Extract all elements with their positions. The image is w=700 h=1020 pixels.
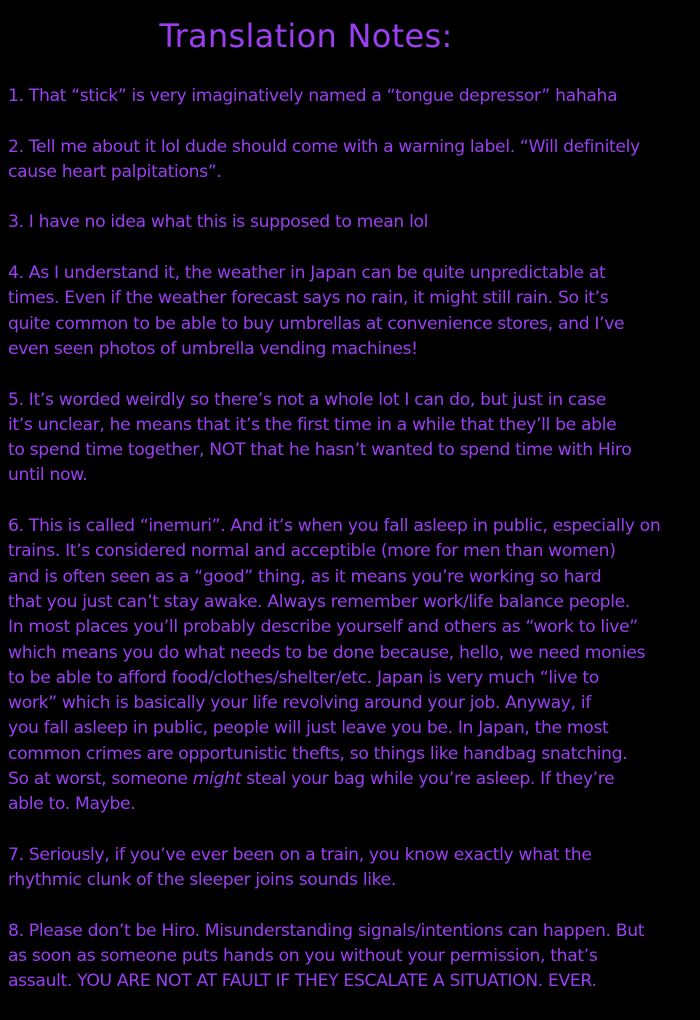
note-line: common crimes are opportunistic thefts, so things like handbag snatching. (8, 743, 628, 764)
note-line: 4. As I understand it, the weather in Japan can be quite unpredictable at (8, 263, 606, 284)
note-line: to spend time together, NOT that he hasn’t wanted to spend time with Hiro (8, 440, 632, 461)
note-line (8, 767, 692, 792)
translation-note-6 (8, 514, 692, 818)
note-line: 8. Please don’t be Hiro. Misunderstanding signals/intentions can happen. But (8, 920, 645, 941)
note-line: 2. Tell me about it lol dude should come with a warning label. “Will definitely (8, 136, 640, 157)
note-line: assault. YOU ARE NOT AT FAULT IF THEY ESCALATE A SITUATION. EVER. (8, 971, 597, 992)
note-line: 3. I have no idea what this is supposed to mean lol (8, 212, 429, 233)
note-line: you fall asleep in public, people will just leave you be. In Japan, the most (8, 718, 609, 739)
note-line: times. Even if the weather forecast says no rain, it might still rain. So it’s (8, 288, 609, 309)
note-line: 5. It’s worded weirdly so there’s not a whole lot I can do, but just in case (8, 389, 606, 410)
translation-note-7 (8, 843, 692, 894)
translation-note-5 (8, 388, 692, 489)
note-line: quite common to be able to buy umbrellas at convenience stores, and I’ve (8, 313, 625, 334)
note-line: until now. (8, 465, 88, 486)
note-text: So at worst, someone (8, 769, 193, 790)
translation-note-1 (8, 84, 692, 109)
note-line: and is often seen as a “good” thing, as it means you’re working so hard (8, 566, 602, 587)
note-line: trains. It’s considered normal and acceptible (more for men than women) (8, 541, 616, 562)
note-line: as soon as someone puts hands on you without your permission, that’s (8, 946, 598, 967)
note-line: which means you do what needs to be done because, hello, we need monies (8, 642, 646, 663)
translation-note-3 (8, 210, 692, 235)
note-line: In most places you’ll probably describe yourself and others as “work to live” (8, 617, 638, 638)
note-line: 1. That “stick” is very imaginatively named a “tongue depressor” hahaha (8, 86, 618, 106)
page-title: Translation Notes: (159, 17, 453, 55)
note-line: 6. This is called “inemuri”. And it’s when you fall asleep in public, especially on (8, 516, 661, 537)
note-line: 7. Seriously, if you’ve ever been on a train, you know exactly what the (8, 844, 592, 865)
note-line: even seen photos of umbrella vending machines! (8, 338, 418, 359)
notes-list (8, 84, 692, 1020)
emphasis-text: might (192, 769, 242, 790)
note-line: work” which is basically your life revolving around your job. Anyway, if (8, 693, 591, 714)
note-line: cause heart palpitations”. (8, 161, 222, 182)
note-text: steal your bag while you’re asleep. If they’re (241, 769, 615, 790)
translation-note-8 (8, 919, 692, 995)
note-line: rhythmic clunk of the sleeper joins sounds like. (8, 870, 397, 891)
translation-note-2 (8, 135, 692, 186)
note-line: that you just can’t stay awake. Always remember work/life balance people. (8, 591, 630, 612)
note-line: to be able to afford food/clothes/shelter/etc. Japan is very much “live to (8, 667, 599, 688)
note-line: able to. Maybe. (8, 794, 136, 815)
note-line: it’s unclear, he means that it’s the first time in a while that they’ll be able (8, 414, 617, 435)
translation-note-4 (8, 261, 692, 362)
